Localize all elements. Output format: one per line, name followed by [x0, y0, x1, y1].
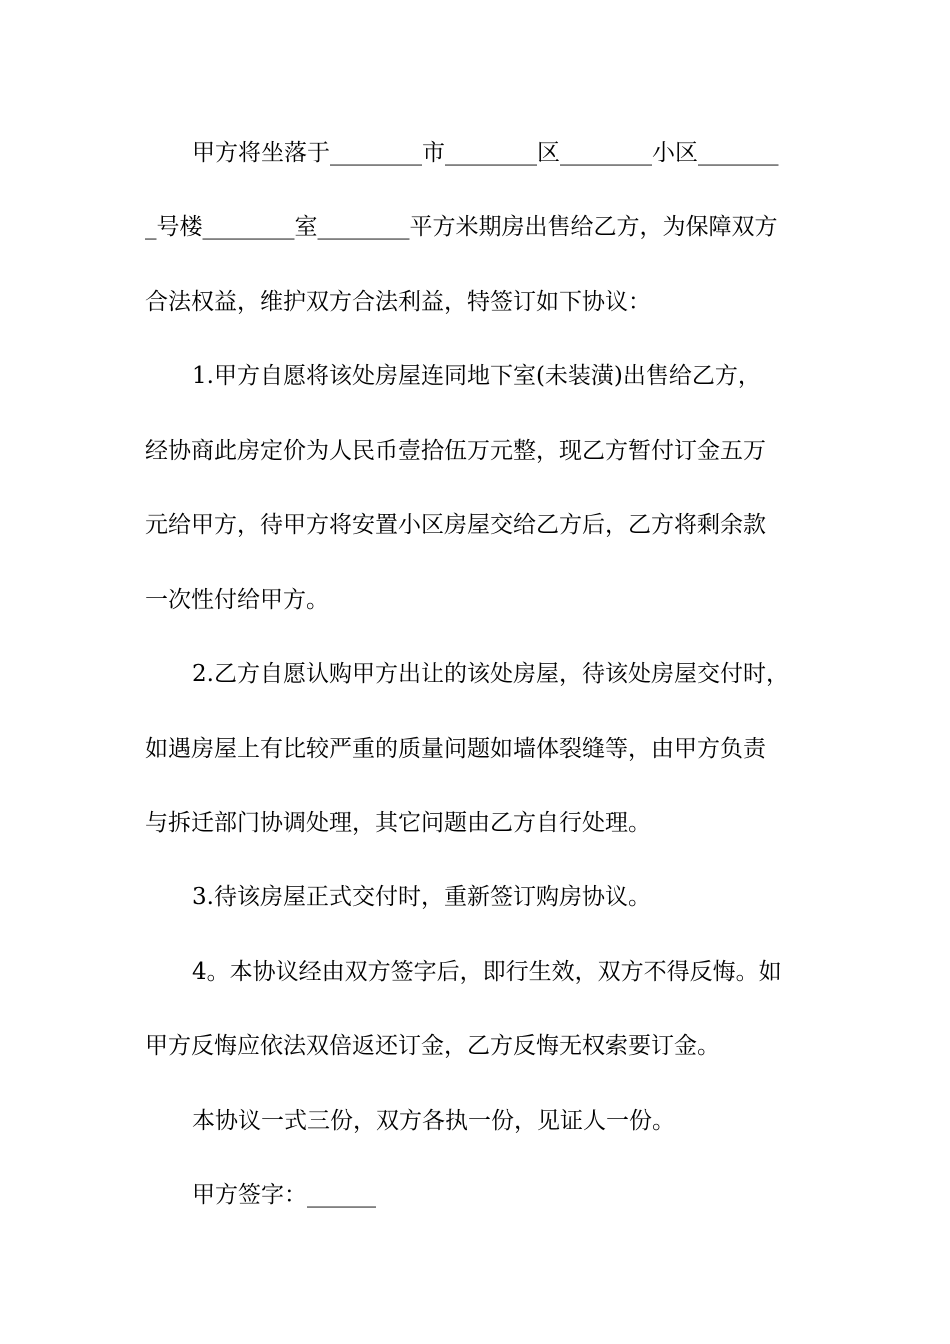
clause-4-line-1: 4。本协议经由双方签字后，即行生效，双方不得反悔。如	[192, 959, 782, 985]
clause-2-line-3: 与拆迁部门协调处理，其它问题由乙方自行处理。	[145, 810, 651, 836]
clause-1-line-3: 元给甲方，待甲方将安置小区房屋交给乙方后，乙方将剩余款	[145, 512, 766, 538]
clause-2-line-2: 如遇房屋上有比较严重的质量问题如墙体裂缝等，由甲方负责	[145, 736, 766, 762]
clause-3-line-1: 3.待该房屋正式交付时，重新签订购房协议。	[192, 884, 651, 910]
clause-1-line-4: 一次性付给甲方。	[145, 587, 329, 613]
paragraph-intro-line-3: 合法权益，维护双方合法利益，特签订如下协议：	[145, 289, 651, 315]
copies-statement: 本协议一式三份，双方各执一份，见证人一份。	[192, 1108, 675, 1134]
clause-1-line-1: 1.甲方自愿将该处房屋连同地下室(未装潢)出售给乙方，	[192, 363, 761, 389]
clause-2-line-1: 2.乙方自愿认购甲方出让的该处房屋，待该处房屋交付时，	[192, 661, 789, 687]
party-a-signature-line: 甲方签字：______	[192, 1182, 376, 1208]
clause-4-line-2: 甲方反悔应依法双倍返还订金，乙方反悔无权索要订金。	[145, 1033, 720, 1059]
paragraph-intro-line-2: _号楼________室________平方米期房出售给乙方，为保障双方	[145, 214, 778, 240]
paragraph-intro-line-1: 甲方将坐落于________市________区________小区_______	[192, 140, 779, 166]
clause-1-line-2: 经协商此房定价为人民币壹拾伍万元整，现乙方暂付订金五万	[145, 438, 766, 464]
